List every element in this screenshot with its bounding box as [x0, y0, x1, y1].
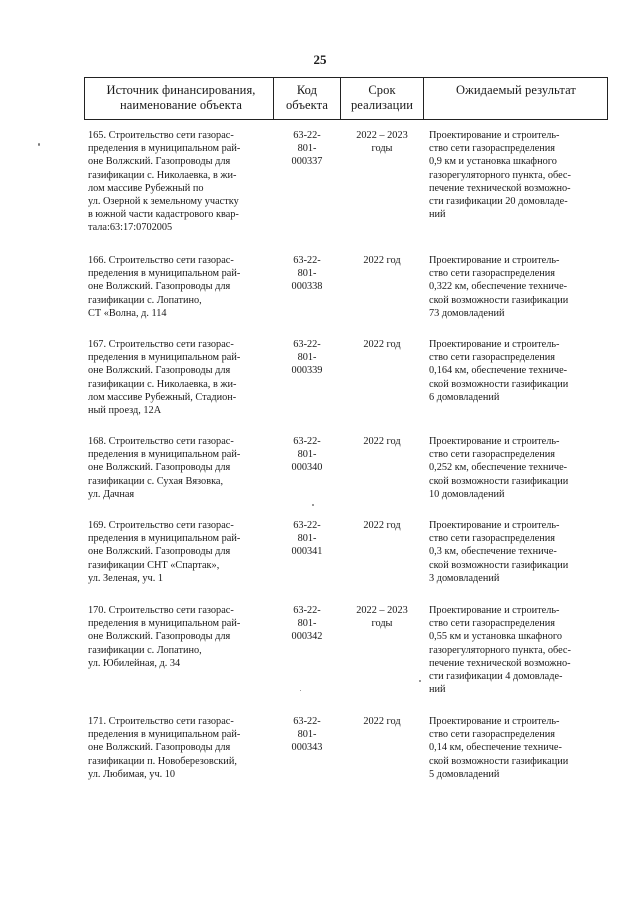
row-source: 167. Строительство сети газорас- пределения в муниципальном рай- оне Волжский. Газопроводы для газификации с. Николаевка, в жи- лом массиве Рубежный, Стадион- ный проезд, 12А	[88, 339, 241, 417]
row-result: Проектирование и строитель- ство сети газораспределения 0,9 км и установка шкафного газорегуляторного пункта, обес- печение технической возможно- сти газификации 20 домовладе- ний	[429, 130, 571, 221]
row-period: 2022 год	[363, 255, 401, 266]
header-col-divider-1	[273, 77, 274, 120]
row-code: 63-22- 801- 000340	[291, 436, 323, 474]
header-col-divider-3	[423, 77, 424, 120]
row-code: 63-22- 801- 000341	[291, 520, 323, 558]
header-source: Источник финансирования, наименование объекта	[106, 83, 256, 112]
header-col-divider-4	[607, 77, 608, 120]
page-number: 25	[313, 52, 327, 67]
row-source: 169. Строительство сети газорас- пределения в муниципальном рай- оне Волжский. Газопроводы для газификации СНТ «Спартак», ул. Зеленая, уч. 1	[88, 520, 241, 584]
row-source: 165. Строительство сети газорас- пределения в муниципальном рай- оне Волжский. Газопроводы для газификации с. Николаевка, в жи- лом массиве Рубежный по ул. Озерной к земельному участку в южной части кадастрового квар- тала:63:17:0702005	[88, 130, 241, 234]
header-code: Код объекта	[285, 83, 329, 112]
row-result: Проектирование и строитель- ство сети газораспределения 0,252 км, обеспечение техниче- ской возможности газификации 10 домовладений	[429, 436, 569, 500]
header-top-border	[84, 77, 608, 78]
row-source: 166. Строительство сети газорас- пределения в муниципальном рай- оне Волжский. Газопроводы для газификации с. Лопатино, СТ «Волна, д. 114	[88, 255, 241, 319]
row-result: Проектирование и строитель- ство сети газораспределения 0,55 км и установка шкафного газорегуляторного пункта, обес- печение технической возможно- сти газификации 4 домовладе- ний	[429, 605, 571, 696]
row-result: Проектирование и строитель- ство сети газораспределения 0,3 км, обеспечение техниче- ской возможности газификации 3 домовладений	[429, 520, 569, 584]
header-col-divider-0	[84, 77, 85, 120]
row-result: Проектирование и строитель- ство сети газораспределения 0,164 км, обеспечение техниче- ской возможности газификации 6 домовладений	[429, 339, 569, 403]
row-source: 171. Строительство сети газорас- пределения в муниципальном рай- оне Волжский. Газопроводы для газификации п. Новоберезовский, ул. Любимая, уч. 10	[88, 716, 241, 780]
header-period: Срок реализации	[350, 83, 414, 112]
row-result: Проектирование и строитель- ство сети газораспределения 0,14 км, обеспечение техниче- ской возможности газификации 5 домовладений	[429, 716, 569, 780]
row-code: 63-22- 801- 000339	[291, 339, 323, 377]
header-bottom-border	[84, 119, 608, 120]
header-result: Ожидаемый результат	[456, 83, 576, 97]
row-period: 2022 – 2023 годы	[356, 130, 408, 155]
scan-speck	[419, 680, 421, 682]
row-code: 63-22- 801- 000343	[291, 716, 323, 754]
row-code: 63-22- 801- 000337	[291, 130, 323, 168]
row-source: 170. Строительство сети газорас- пределения в муниципальном рай- оне Волжский. Газопроводы для газификации с. Лопатино, ул. Юбилейная, д. 34	[88, 605, 241, 669]
scan-speck	[312, 504, 314, 506]
row-code: 63-22- 801- 000342	[291, 605, 323, 643]
row-source: 168. Строительство сети газорас- пределения в муниципальном рай- оне Волжский. Газопроводы для газификации с. Сухая Вязовка, ул. Дачная	[88, 436, 241, 500]
row-period: 2022 год	[363, 520, 401, 531]
row-code: 63-22- 801- 000338	[291, 255, 323, 293]
row-period: 2022 – 2023 годы	[356, 605, 408, 630]
scan-speck	[300, 690, 301, 691]
row-period: 2022 год	[363, 716, 401, 727]
row-period: 2022 год	[363, 339, 401, 350]
row-period: 2022 год	[363, 436, 401, 447]
header-col-divider-2	[340, 77, 341, 120]
row-result: Проектирование и строитель- ство сети газораспределения 0,322 км, обеспечение техниче- ской возможности газификации 73 домовладений	[429, 255, 569, 319]
scan-speck	[38, 143, 40, 146]
